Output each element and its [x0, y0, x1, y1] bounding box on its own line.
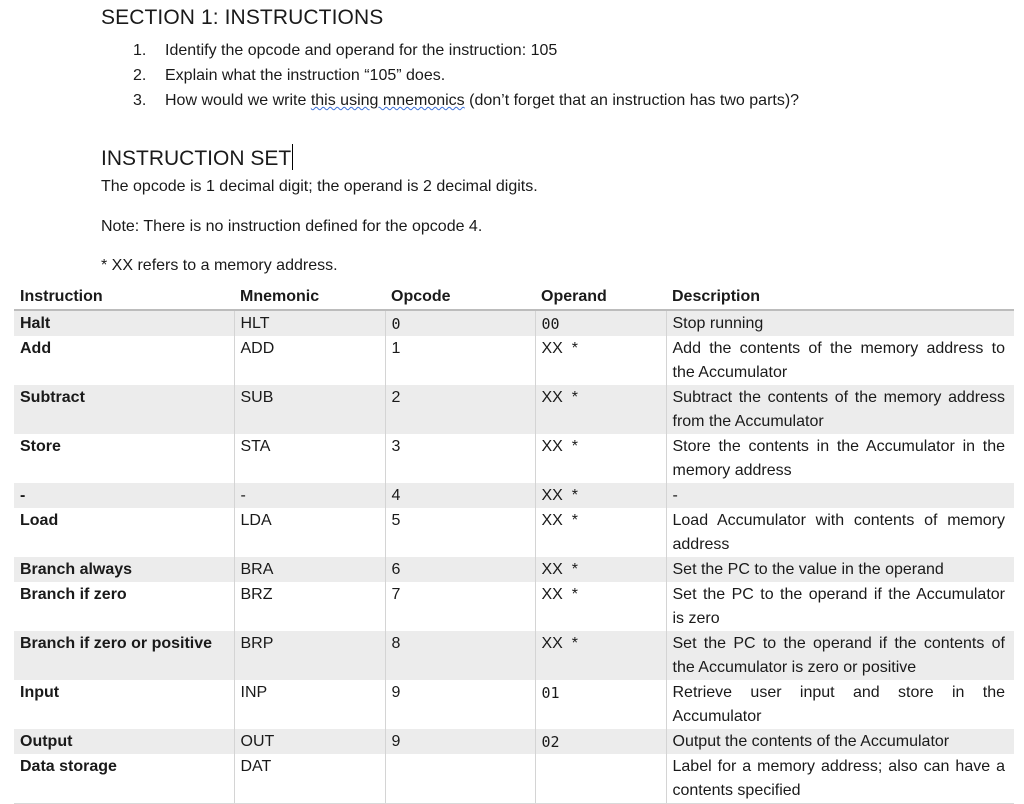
cell-opcode: 2 [385, 385, 535, 434]
cell-operand: XX * [535, 631, 666, 680]
table-row [14, 385, 1014, 434]
cell-mnemonic: LDA [234, 508, 385, 557]
cell-operand: 02 [535, 729, 666, 754]
question-text [165, 90, 799, 115]
table-header-row [14, 284, 1014, 310]
header-instruction: Instruction [14, 284, 234, 310]
cell-description: Store the contents in the Accumulator in the memory address [666, 434, 1014, 483]
instruction-set-table [14, 284, 1014, 804]
cell-instruction: Add [20, 340, 52, 357]
cell-mnemonic: ADD [234, 336, 385, 385]
header-opcode: Opcode [385, 284, 535, 310]
cell-mnemonic: BRA [234, 557, 385, 582]
cell-opcode: 1 [385, 336, 535, 385]
instruction-set-heading-text: INSTRUCTION SET [101, 147, 292, 170]
instruction-set-heading[interactable] [101, 144, 293, 171]
cell-operand: XX * [535, 483, 666, 508]
question-number: 1. [133, 42, 147, 59]
cell-instruction: Branch if zero [20, 586, 127, 603]
cell-opcode: 9 [385, 729, 535, 754]
cell-description: Stop running [666, 310, 1014, 336]
cell-instruction: Output [14, 729, 234, 754]
cell-mnemonic: HLT [234, 310, 385, 336]
cell-description: - [666, 483, 1014, 508]
table-row [14, 336, 1014, 385]
text-cursor [292, 144, 293, 170]
cell-mnemonic: BRZ [234, 582, 385, 631]
question-number: 3. [133, 92, 147, 109]
cell-mnemonic: DAT [234, 754, 385, 804]
cell-mnemonic: - [234, 483, 385, 508]
cell-description: Add the contents of the memory address to the Accumulator [666, 336, 1014, 385]
cell-instruction: Store [20, 438, 61, 455]
cell-operand: XX * [535, 336, 666, 385]
question-item [133, 40, 799, 65]
opcode-4-note: Note: There is no instruction defined for the opcode 4. [101, 218, 483, 235]
header-description: Description [666, 284, 1014, 310]
cell-mnemonic: OUT [234, 729, 385, 754]
cell-instruction: Load [20, 512, 59, 529]
question-text-post: (don’t forget that an instruction has two parts)? [464, 92, 800, 109]
cell-operand [535, 754, 666, 804]
table-row [14, 631, 1014, 680]
cell-instruction: Subtract [14, 385, 234, 434]
header-operand: Operand [535, 284, 666, 310]
cell-mnemonic: SUB [234, 385, 385, 434]
cell-operand: XX * [535, 582, 666, 631]
opcode-note: The opcode is 1 decimal digit; the operand is 2 decimal digits. [101, 178, 538, 195]
question-list [133, 40, 799, 115]
table-row [14, 557, 1014, 582]
table-row [14, 729, 1014, 754]
cell-opcode: 8 [385, 631, 535, 680]
cell-opcode: 7 [385, 582, 535, 631]
table-row [14, 680, 1014, 729]
cell-instruction: Branch always [14, 557, 234, 582]
cell-opcode: 5 [385, 508, 535, 557]
cell-opcode: 0 [385, 310, 535, 336]
section-heading: SECTION 1: INSTRUCTIONS [101, 6, 384, 29]
memory-address-note: * XX refers to a memory address. [101, 257, 338, 274]
table-row [14, 483, 1014, 508]
question-text-pre: How would we write [165, 92, 311, 109]
cell-description: Label for a memory address; also can have a contents specified [666, 754, 1014, 804]
cell-opcode: 6 [385, 557, 535, 582]
cell-description: Output the contents of the Accumulator [666, 729, 1014, 754]
cell-instruction: Branch if zero or positive [14, 631, 234, 680]
cell-mnemonic: BRP [234, 631, 385, 680]
cell-instruction: Data storage [14, 754, 234, 804]
cell-operand: XX * [535, 434, 666, 483]
table-row [14, 508, 1014, 557]
question-item [133, 65, 799, 90]
cell-operand: XX * [535, 385, 666, 434]
cell-opcode [385, 754, 535, 804]
grammar-flagged-text[interactable]: this using mnemonics [310, 92, 465, 109]
question-number: 2. [133, 67, 147, 84]
cell-description: Subtract the contents of the memory address from the Accumulator [666, 385, 1014, 434]
table-row [14, 754, 1014, 804]
cell-instruction: - [14, 483, 234, 508]
cell-description: Set the PC to the value in the operand [666, 557, 1014, 582]
cell-opcode: 4 [385, 483, 535, 508]
cell-instruction: Halt [14, 310, 234, 336]
table-row [14, 310, 1014, 336]
cell-instruction: Input [20, 684, 60, 701]
cell-opcode: 3 [385, 434, 535, 483]
cell-mnemonic: STA [234, 434, 385, 483]
question-item [133, 90, 799, 115]
cell-operand: 00 [535, 310, 666, 336]
table-row [14, 582, 1014, 631]
cell-description: Retrieve user input and store in the Accumulator [666, 680, 1014, 729]
cell-operand: XX * [535, 557, 666, 582]
question-text: Explain what the instruction “105” does. [165, 67, 446, 84]
cell-description: Set the PC to the operand if the contents of the Accumulator is zero or positive [666, 631, 1014, 680]
header-mnemonic: Mnemonic [234, 284, 385, 310]
cell-opcode: 9 [385, 680, 535, 729]
cell-description: Set the PC to the operand if the Accumulator is zero [666, 582, 1014, 631]
cell-operand: XX * [535, 508, 666, 557]
question-text: Identify the opcode and operand for the instruction: 105 [165, 42, 558, 59]
cell-description: Load Accumulator with contents of memory address [666, 508, 1014, 557]
table-row [14, 434, 1014, 483]
cell-operand: 01 [535, 680, 666, 729]
cell-mnemonic: INP [234, 680, 385, 729]
